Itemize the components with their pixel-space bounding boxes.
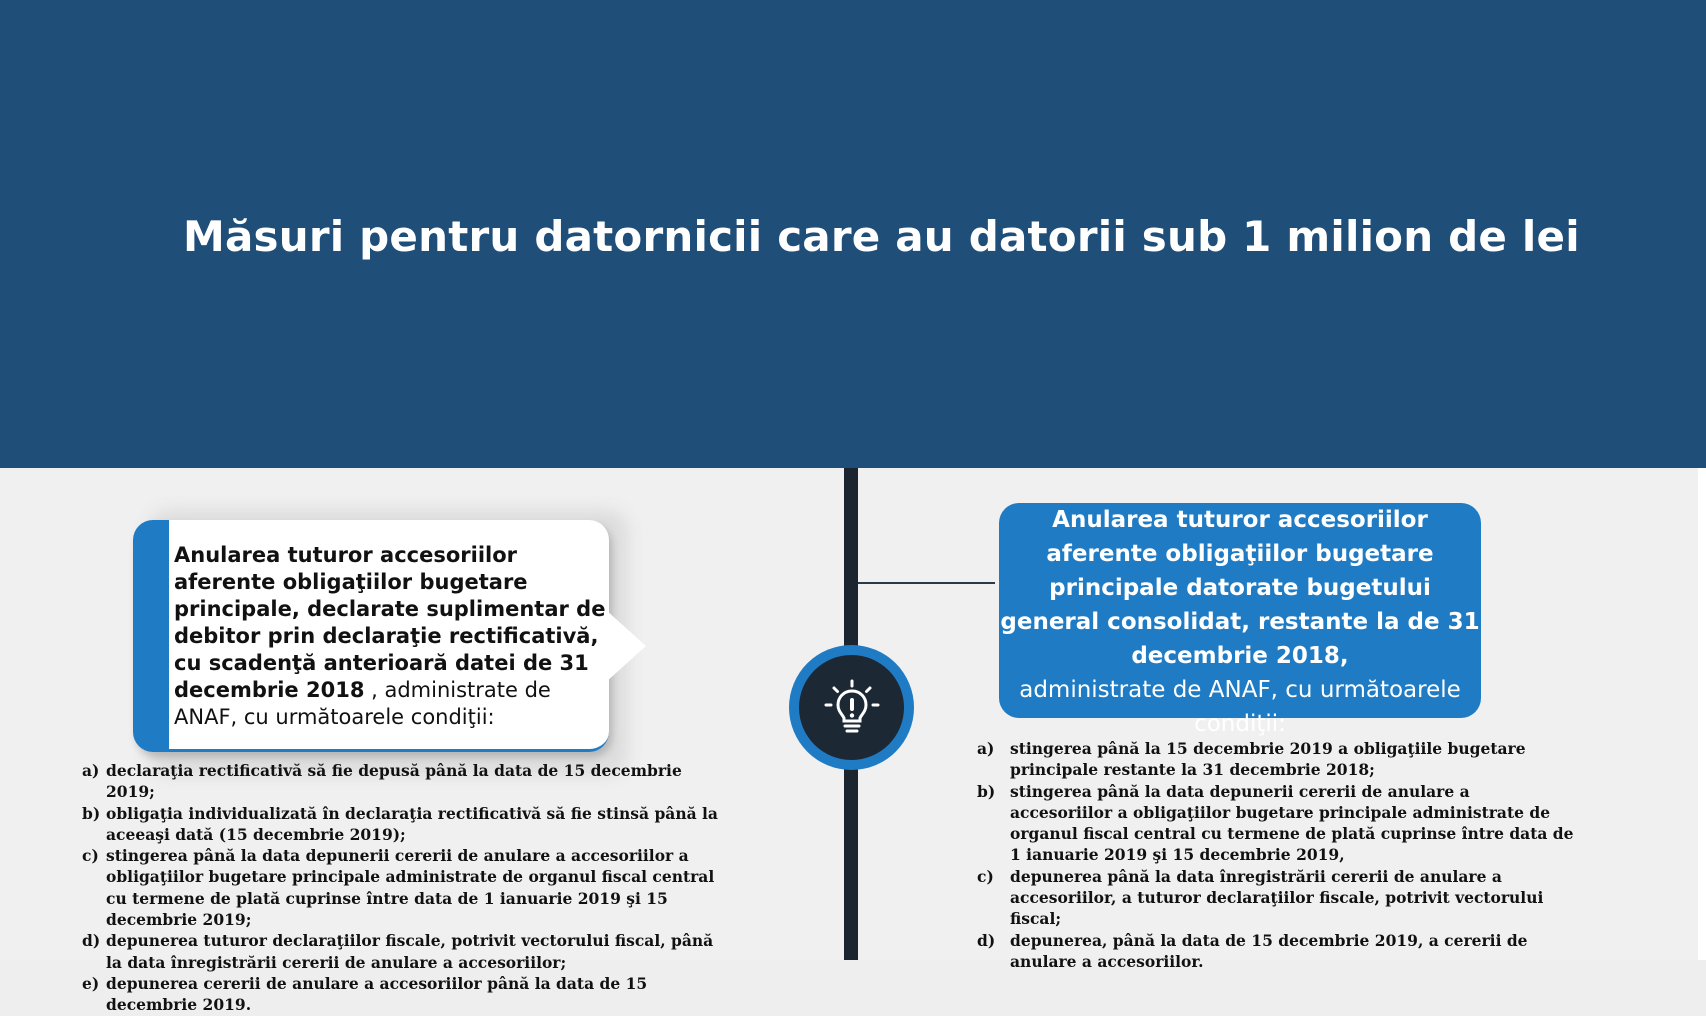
list-item (82, 973, 732, 1016)
list-item-text: stingerea până la data depunerii cererii de anulare a accesoriilor a obligaţiilor bugetare principale administrate de organul fiscal central cu termene de plată cuprinse între data de 1 ianuarie 2019 şi 15 decembrie 2019; (106, 846, 715, 930)
left-callout-text (174, 542, 614, 731)
list-item (977, 866, 1577, 930)
list-marker: b) (82, 803, 101, 823)
list-item-text: declaraţia rectificativă să fie depusă până la data de 15 decembrie 2019; (106, 761, 682, 802)
list-item (82, 930, 732, 973)
left-conditions-list (82, 760, 732, 1016)
list-marker: e) (82, 973, 100, 993)
page-title: Măsuri pentru datornicii care au datorii sub 1 milion de lei (183, 212, 1580, 261)
list-item-text: depunerea cererii de anulare a accesoriilor până la data de 15 decembrie 2019. (106, 973, 648, 1015)
right-highlight-box (999, 503, 1481, 737)
timeline-node (799, 655, 904, 760)
list-marker: b) (977, 781, 996, 801)
lightbulb-icon (822, 678, 882, 738)
list-item (82, 760, 732, 803)
left-callout-bold: Anularea tuturor accesoriilor aferente obligaţiilor bugetare principale, declarate suplimentar de debitor prin declaraţie rectificativă, cu scadenţă anterioară datei de 31 decembrie 2018 (174, 543, 606, 702)
list-item-text: depunerea tuturor declaraţiilor fiscale, potrivit vectorului fiscal, până la data înregistrării cererii de anulare a accesoriilor; (106, 931, 714, 972)
list-item-text: depunerea până la data înregistrării cererii de anulare a accesoriilor, a tuturor declaraţiilor fiscale, potrivit vectorului fiscal; (1010, 866, 1544, 929)
right-box-normal: administrate de ANAF, cu următoarele condiţii: (1019, 677, 1461, 737)
list-marker: d) (977, 930, 996, 950)
list-marker: d) (82, 931, 101, 951)
list-item (977, 738, 1577, 781)
list-item (977, 781, 1577, 866)
right-edge-strip (1698, 468, 1706, 960)
list-item-text: stingerea până la data depunerii cererii de anulare a accesoriilor a obligaţiilor bugetare principale administrate de organul fiscal central cu termene de plată cuprinse între data de 1 ianuarie 2019 şi 15 decembrie 2019, (1010, 781, 1574, 865)
timeline-connector (858, 582, 995, 584)
right-box-bold: Anularea tuturor accesoriilor aferente obligaţiilor bugetare principale datorate bugetului general consolidat, restante la de 31 decembrie 2018, (1000, 507, 1480, 669)
list-marker: a) (82, 761, 100, 780)
list-marker: c) (82, 846, 99, 866)
list-item (82, 803, 732, 846)
list-item-text: stingerea până la 15 decembrie 2019 a obligaţiile bugetare principale restante la 31 decembrie 2018; (1010, 739, 1526, 780)
header-banner (0, 0, 1706, 468)
left-callout-normal: , administrate de ANAF, cu următoarele condiţii: (174, 678, 551, 729)
list-marker: c) (977, 866, 994, 886)
list-item-text: obligaţia individualizată în declaraţia rectificativă să fie stinsă până la aceeaşi dată (15 decembrie 2019); (106, 803, 718, 844)
list-item-text: depunerea, până la data de 15 decembrie 2019, a cererii de anulare a accesoriilor. (1010, 930, 1528, 971)
list-item (977, 930, 1577, 973)
list-marker: a) (977, 739, 995, 758)
list-item (82, 845, 732, 930)
right-conditions-list (977, 738, 1577, 972)
